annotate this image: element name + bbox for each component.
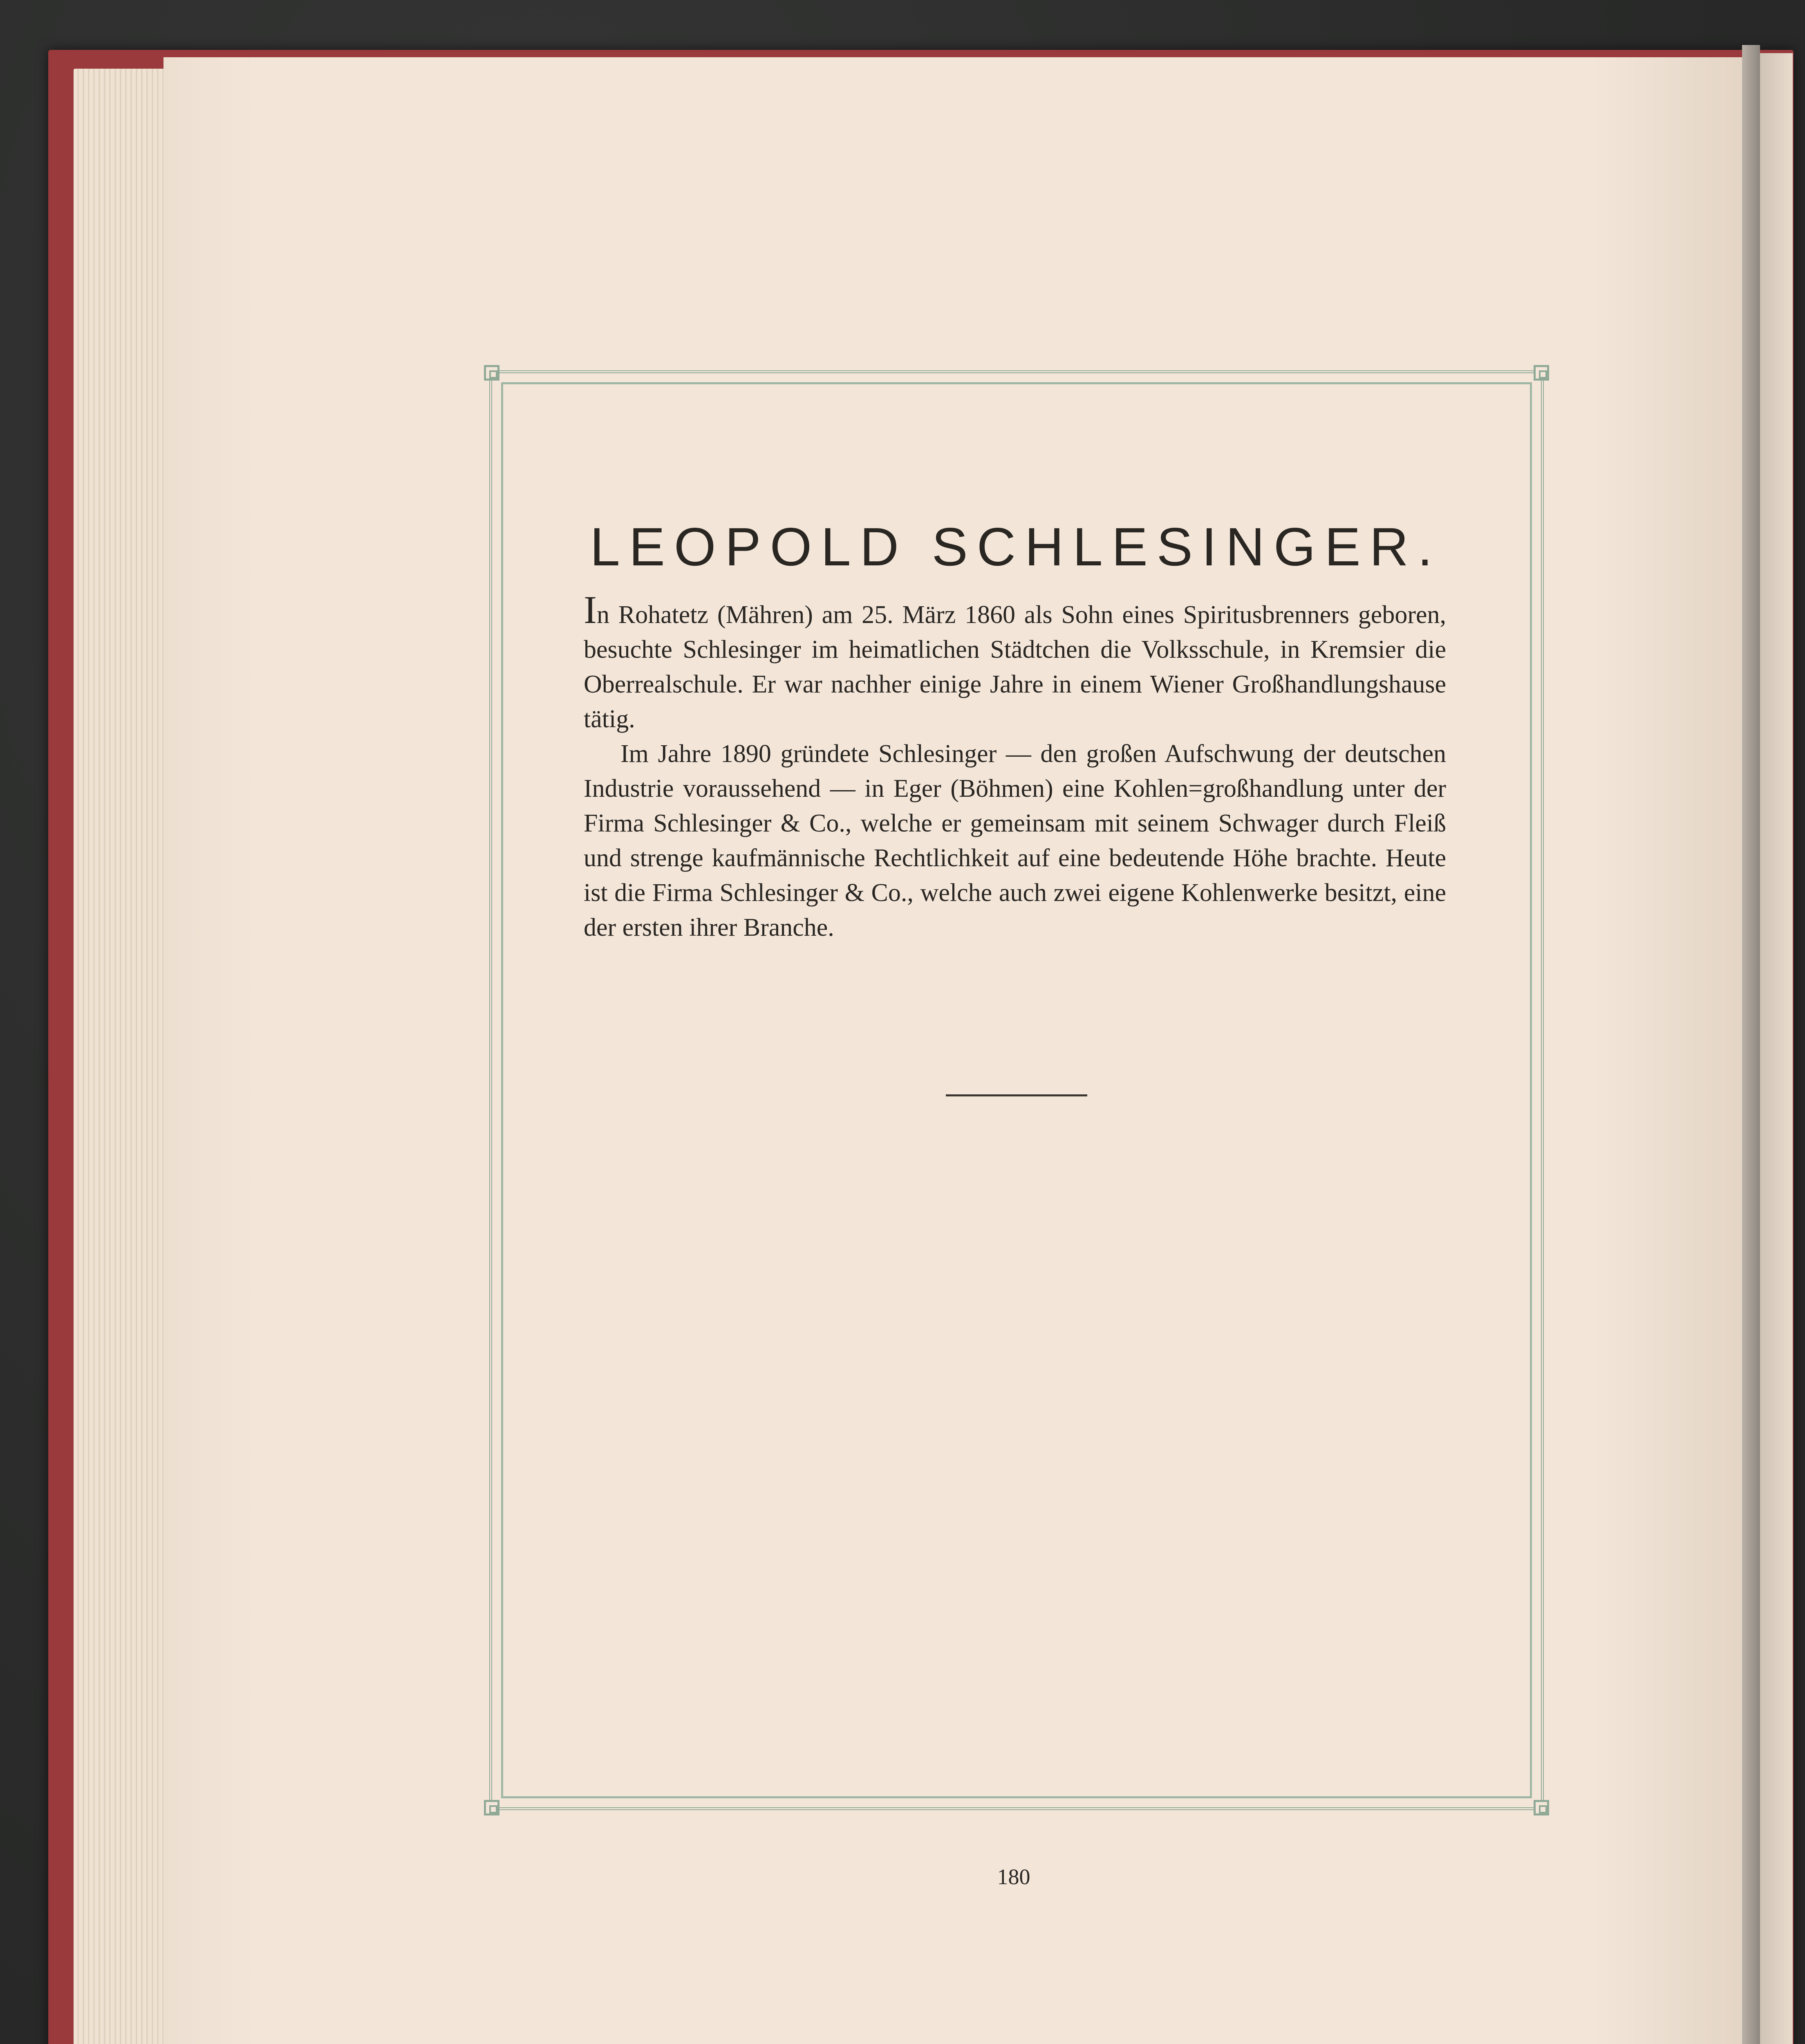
frame-corner-ornament bbox=[1534, 1800, 1549, 1815]
paragraph-text: n Rohatetz (Mähren) am 25. März 1860 als Sohn eines Spiritusbrenners geboren, besuchte Schlesinger im heimatlichen Städtchen die Volksschule, in Kremsier die Oberrealschule. Er war nachher einige Jahre in einem Wiener Großhandlungshause tätig. bbox=[584, 601, 1446, 733]
divider-rule bbox=[946, 1094, 1087, 1096]
frame-corner-ornament bbox=[484, 365, 499, 381]
book-gutter bbox=[1742, 45, 1760, 2044]
drop-cap: I bbox=[584, 588, 597, 632]
frame-corner-ornament bbox=[1534, 365, 1549, 381]
page-title: LEOPOLD SCHLESINGER. bbox=[590, 517, 1442, 577]
paragraph-text: Im Jahre 1890 gründete Schlesinger — den großen Aufschwung der deutschen Industrie voraussehend — in Eger (Böhmen) eine Kohlen=großhandlung unter der Firma Schlesinger & Co., welche er gemeinsam mit seinem Schwager durch Fleiß und strenge kaufmännische Rechtlichkeit auf eine bedeutende Höhe brachte. Heute ist die Firma Schlesinger & Co., welche auch zwei eigene Kohlenwerke besitzt, eine der ersten ihrer Branche. bbox=[584, 740, 1446, 941]
frame-corner-ornament bbox=[484, 1800, 499, 1815]
next-page-edge bbox=[1760, 53, 1793, 2044]
paragraph bbox=[584, 588, 1446, 737]
page-number: 180 bbox=[997, 1865, 1030, 1889]
paragraph bbox=[584, 737, 1446, 945]
decorative-frame-inner bbox=[501, 382, 1532, 1798]
decorative-frame bbox=[489, 370, 1544, 1810]
page-edges bbox=[74, 69, 172, 2044]
body-text bbox=[584, 588, 1446, 945]
